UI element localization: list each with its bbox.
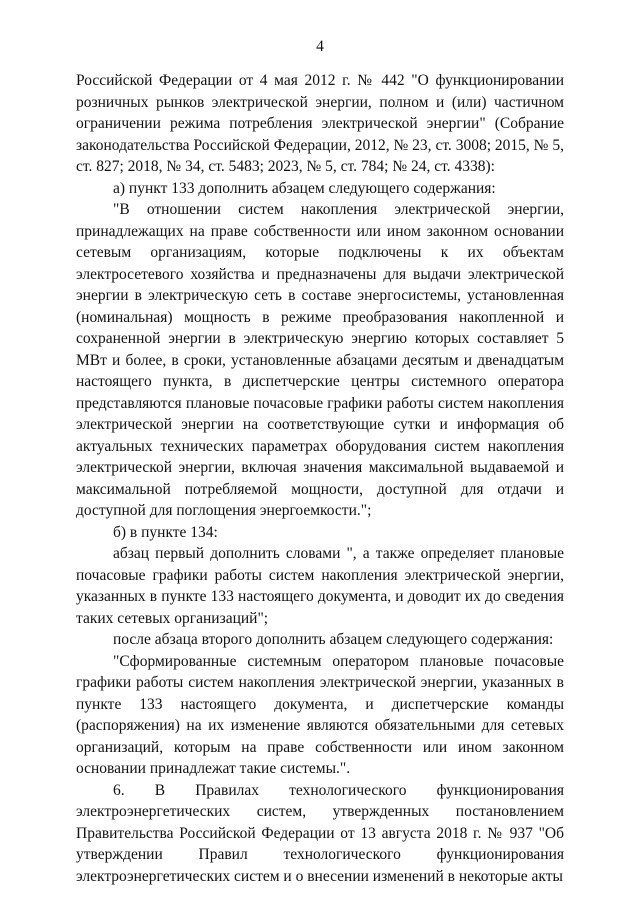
- page-number: 4: [316, 38, 324, 55]
- paragraph-item-b-first: абзац первый дополнить словами ", а также определяет плановые почасовые графики работы систем накопления электрической энергии, указанных в пункте 133 настоящего документа, и доводит их до сведения таких сетевых организаций";: [76, 545, 564, 627]
- paragraph-point-6: 6. В Правилах технологического функционирования электроэнергетических систем, утвержденных постановлением Правительства Российской Федерации от 13 августа 2018 г. № 937 "Об утверждении Правил технологического функционирования электроэнергетических систем и о внесении изменений в некоторые акты: [76, 781, 564, 885]
- paragraph-item-a-quote: "В отношении систем накопления электрической энергии, принадлежащих на праве собственности или ином законном основании сетевым организациям, которые подключены к их объектам электросетевого хозяйства и предназначены для выдачи электрической энергии в электрическую сеть в составе энергосистемы, установленная (номинальная) мощность в режиме преобразования накопленной и сохраненной энергии в электрическую энергию которых составляет 5 МВт и более, в сроки, установленные абзацами десятым и двенадцатым настоящего пункта, в диспетчерские центры системного оператора представляются плановые почасовые графики работы систем накопления электрической энергии на соответствующие сутки и информация об актуальных технических параметрах оборудования систем накопления электрической энергии, включая значения максимальной выдаваемой и максимальной потребляемой мощности, доступной для отдачи и доступной для поглощения энергоемкости.";: [76, 201, 564, 519]
- paragraph-item-b: б) в пункте 134:: [113, 523, 218, 541]
- paragraph-item-b-second: после абзаца второго дополнить абзацем следующего содержания:: [113, 631, 554, 648]
- paragraph-item-b-quote: "Сформированные системным оператором плановые почасовые графики работы систем накопления электрической энергии, указанных в пункте 133 настоящего документа, и диспетчерские команды (распоряжения) на их изменение являются обязательными для сетевых организаций, которым на праве собственности или ином законном основании принадлежат такие системы.".: [76, 652, 564, 777]
- paragraph-item-a: а) пункт 133 дополнить абзацем следующего содержания:: [113, 179, 496, 197]
- paragraph-decree-reference: Российской Федерации от 4 мая 2012 г. № 442 "О функционировании розничных рынков электрической энергии, полном и (или) частичном ограничении режима потребления электрической энергии" (Собрание законодательства Российской Федерации, 2012, № 23, ст. 3008; 2015, № 5, ст. 827; 2018, № 34, ст. 5483; 2023, № 5, ст. 784; № 24, ст. 4338):: [76, 72, 564, 175]
- document-body: [76, 70, 564, 887]
